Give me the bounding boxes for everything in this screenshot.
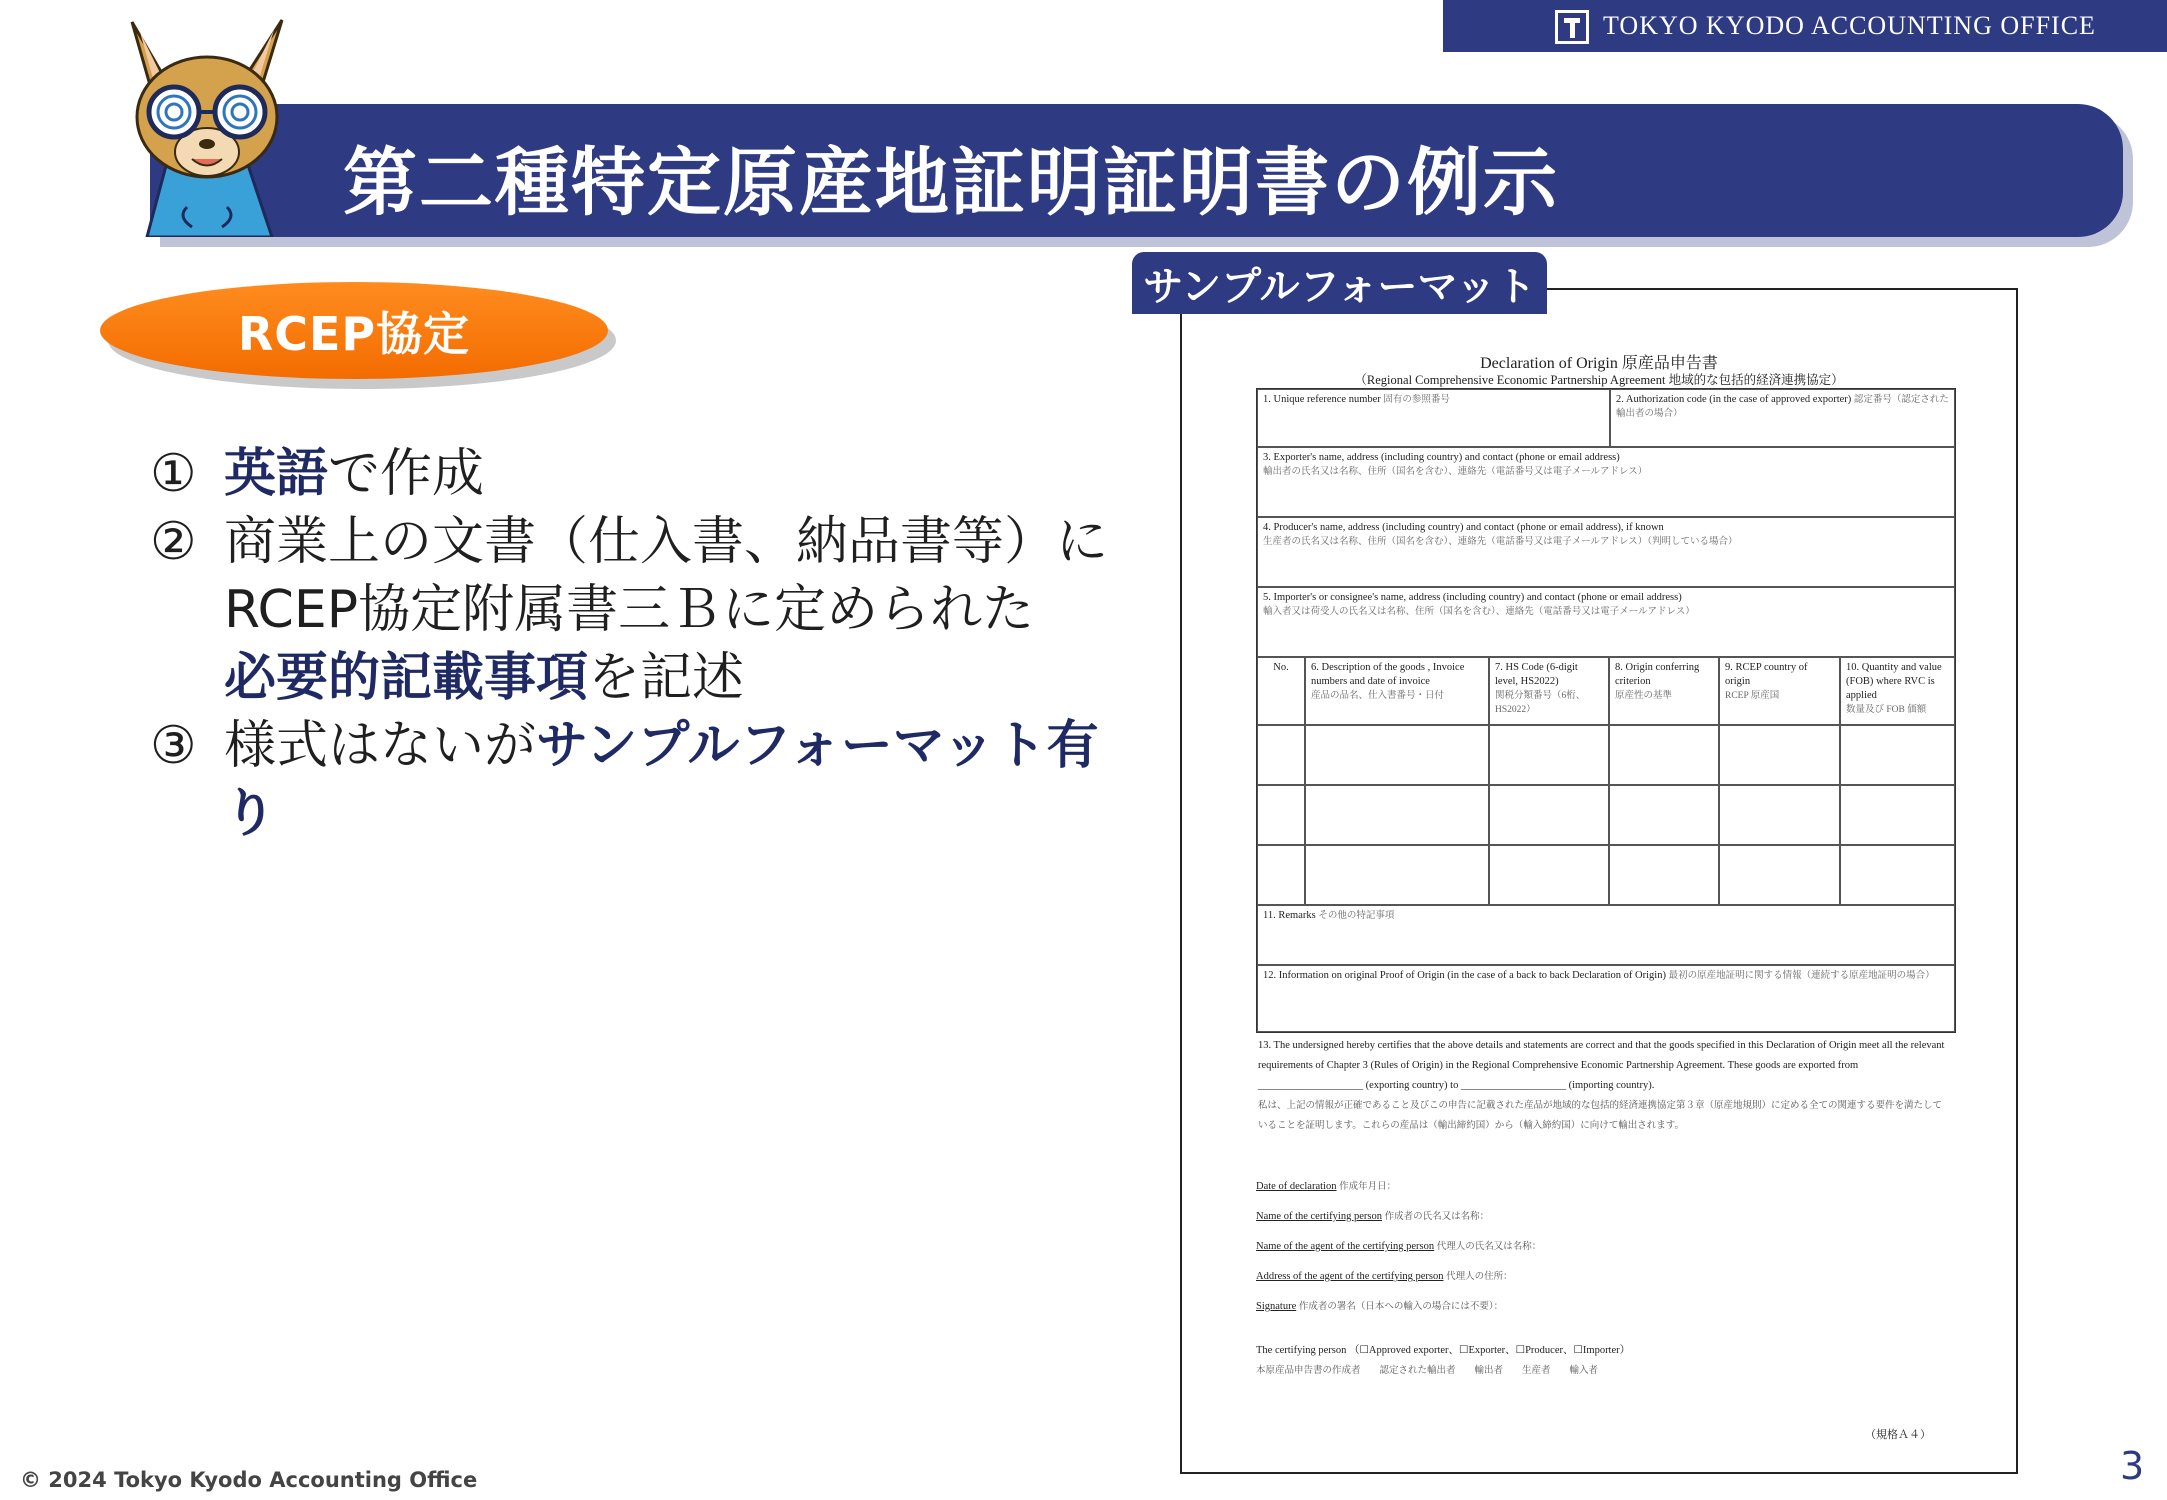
table-cell bbox=[1609, 725, 1719, 785]
column-label: 6. Description of the goods , Invoice numbers and date of invoice bbox=[1311, 662, 1465, 687]
column-no: No. bbox=[1257, 657, 1305, 725]
point-body-suffix: を記述 bbox=[588, 648, 745, 708]
rcep-badge bbox=[100, 282, 608, 379]
table-cell bbox=[1489, 785, 1609, 845]
field-label-jp: 輸入者又は荷受人の氏名又は名称、住所（国名を含む）、連絡先（電話番号又は電子メールアドレス） bbox=[1263, 607, 1695, 617]
doc-title: Declaration of Origin 原産品申告書 bbox=[1480, 355, 1718, 372]
rcep-badge-label: RCEP協定 bbox=[237, 306, 471, 361]
page-title: 第二種特定原産地証明証明書の例示 bbox=[343, 140, 1559, 226]
table-cell bbox=[1840, 785, 1955, 845]
field-label: 1. Unique reference number bbox=[1263, 394, 1381, 405]
column-label: 7. HS Code (6-digit level, HS2022) bbox=[1495, 662, 1578, 687]
signature-field-label-jp: 作成者の署名（日本への輸入の場合には不要）： bbox=[1298, 1302, 1504, 1312]
copyright-notice: © 2024 Tokyo Kyodo Accounting Office bbox=[20, 1468, 478, 1492]
column-quantity-value bbox=[1840, 657, 1955, 725]
point-3 bbox=[150, 712, 1110, 848]
point-body: で作成 bbox=[328, 444, 485, 504]
date-of-declaration bbox=[1256, 1178, 1396, 1192]
agent-address bbox=[1256, 1268, 1513, 1282]
point-text bbox=[224, 440, 1110, 508]
column-label-jp: 原産性の基準 bbox=[1615, 691, 1673, 701]
table-cell bbox=[1305, 725, 1489, 785]
kangaroo-mascot-icon bbox=[92, 12, 322, 237]
signature-field-label-jp: 作成者の氏名又は名称： bbox=[1384, 1212, 1490, 1222]
table-cell bbox=[1609, 785, 1719, 845]
field-label-jp: 輸出者の氏名又は名称、住所（国名を含む）、連絡先（電話番号又は電子メールアドレス） bbox=[1263, 467, 1648, 477]
point-number: ① bbox=[150, 444, 197, 504]
column-origin-criterion bbox=[1609, 657, 1719, 725]
certifying-person-type bbox=[1256, 1342, 1630, 1357]
agent-name bbox=[1256, 1238, 1541, 1252]
point-emphasis: 英語 bbox=[224, 444, 329, 504]
signature-field-label: Signature bbox=[1256, 1301, 1297, 1312]
field-label: 11. Remarks bbox=[1263, 910, 1316, 921]
point-1 bbox=[150, 440, 1110, 508]
column-hs-code bbox=[1489, 657, 1609, 725]
doc-subtitle: （Regional Comprehensive Economic Partnership Agreement 地域的な包括的経済連携協定） bbox=[1354, 373, 1844, 387]
field-label: 2. Authorization code (in the case of approved exporter) bbox=[1616, 394, 1852, 405]
sample-format-label: サンプルフォーマット bbox=[1143, 263, 1536, 310]
field-remarks bbox=[1257, 905, 1955, 965]
company-header-bar bbox=[1443, 0, 2167, 52]
certifying-person-type-jp bbox=[1256, 1362, 1598, 1376]
point-emphasis: 必要的記載事項 bbox=[224, 648, 589, 708]
signature-field-label: Address of the agent of the certifying person bbox=[1256, 1271, 1444, 1282]
table-cell bbox=[1840, 725, 1955, 785]
field-label: 4. Producer's name, address (including country) and contact (phone or email address), if known bbox=[1263, 522, 1664, 533]
column-label-jp: 数量及び FOB 価額 bbox=[1846, 705, 1927, 715]
signature-field-label: Name of the certifying person bbox=[1256, 1211, 1382, 1222]
signature-field-label-jp: 作成年月日： bbox=[1339, 1182, 1397, 1192]
point-2 bbox=[150, 508, 1110, 712]
field-label-jp: その他の特記事項 bbox=[1318, 911, 1395, 921]
certifying-options: （☐Approved exporter、☐Exporter、☐Producer、☐Importer） bbox=[1349, 1345, 1631, 1356]
column-label: 10. Quantity and value (FOB) where RVC is applied bbox=[1846, 662, 1942, 701]
column-label-jp: 産品の品名、仕入書番号・日付 bbox=[1311, 691, 1445, 701]
signature-field-label: Name of the agent of the certifying person bbox=[1256, 1241, 1435, 1252]
field-label: 12. Information on original Proof of Origin (in the case of a back to back Declaration of Origin) bbox=[1263, 970, 1666, 981]
column-label-jp: 関税分類番号（6桁、HS2022） bbox=[1495, 691, 1586, 715]
field-original-proof bbox=[1257, 965, 1955, 1032]
field-label-jp: 認定番号（認定された輸出者の場合） bbox=[1616, 395, 1949, 419]
paper-size-note: （規格Ａ４） bbox=[1865, 1429, 1931, 1441]
field-label-jp: 生産者の氏名又は名称、住所（国名を含む）、連絡先（電話番号又は電子メールアドレス）（判明している場合） bbox=[1263, 537, 1738, 547]
signature-field-label: Date of declaration bbox=[1256, 1181, 1337, 1192]
key-points-list bbox=[150, 440, 1110, 848]
field-label-jp: 最初の原産地証明に関する情報（連続する原産地証明の場合） bbox=[1668, 971, 1935, 981]
point-text bbox=[224, 712, 1110, 848]
table-cell bbox=[1609, 845, 1719, 905]
sample-document bbox=[1180, 288, 2018, 1474]
declaration-text: 13. The undersigned hereby certifies that the above details and statements are correct and that the goods specified in this Declaration of Origin meet all the relevant requirements of Chapter 3 (Rules of Origin) in the Regional Comprehensive Economic Partnership Agreement. These goods are exported from ____________________ (exporting country) to ____________________ (importing country). bbox=[1258, 1040, 1945, 1091]
table-cell bbox=[1719, 725, 1840, 785]
point-number: ③ bbox=[150, 716, 197, 776]
table-cell bbox=[1719, 785, 1840, 845]
point-text bbox=[224, 508, 1110, 712]
table-cell bbox=[1489, 845, 1609, 905]
sample-format-tab bbox=[1132, 252, 1547, 314]
field-exporter bbox=[1257, 447, 1955, 517]
title-banner bbox=[150, 104, 2123, 237]
column-label-jp: RCEP 原産国 bbox=[1725, 691, 1780, 701]
point-body: 商業上の文書（仕入書、納品書等）にRCEP協定附属書三Ｂに定められた bbox=[224, 512, 1109, 640]
table-cell bbox=[1257, 845, 1305, 905]
field-label: 5. Importer's or consignee's name, address (including country) and contact (phone or email address) bbox=[1263, 592, 1682, 603]
doc-form-grid bbox=[1256, 388, 1956, 1033]
table-cell bbox=[1719, 845, 1840, 905]
column-description bbox=[1305, 657, 1489, 725]
point-emphasis: サンプルフォーマット有り bbox=[224, 716, 1099, 844]
point-number: ② bbox=[150, 512, 197, 572]
field-label: 3. Exporter's name, address (including country) and contact (phone or email address) bbox=[1263, 452, 1620, 463]
certifying-options-jp: 本原産品申告書の作成者 認定された輸出者 輸出者 生産者 輸入者 bbox=[1256, 1366, 1599, 1376]
certifying-person-name bbox=[1256, 1208, 1489, 1222]
table-cell bbox=[1305, 785, 1489, 845]
column-label: 8. Origin conferring criterion bbox=[1615, 662, 1700, 687]
company-name: TOKYO KYODO ACCOUNTING OFFICE bbox=[1603, 11, 2096, 40]
signature-field-label-jp: 代理人の氏名又は名称： bbox=[1436, 1242, 1542, 1252]
table-cell bbox=[1840, 845, 1955, 905]
field-label-jp: 固有の参照番号 bbox=[1383, 395, 1450, 405]
field-producer bbox=[1257, 517, 1955, 587]
field-authorization-code bbox=[1610, 389, 1955, 447]
table-cell bbox=[1257, 725, 1305, 785]
field-reference-number bbox=[1257, 389, 1610, 447]
point-body: 様式はないが bbox=[224, 716, 537, 776]
page-number: 3 bbox=[2120, 1444, 2145, 1488]
column-label: 9. RCEP country of origin bbox=[1725, 662, 1808, 687]
table-cell bbox=[1489, 725, 1609, 785]
table-cell bbox=[1305, 845, 1489, 905]
field-importer bbox=[1257, 587, 1955, 657]
table-cell bbox=[1257, 785, 1305, 845]
declaration-statement bbox=[1258, 1036, 1948, 1136]
signature-field-label: The certifying person bbox=[1256, 1345, 1347, 1356]
signature-field-label-jp: 代理人の住所： bbox=[1446, 1272, 1513, 1282]
column-country-of-origin bbox=[1719, 657, 1840, 725]
declaration-text-jp: 私は、上記の情報が正確であること及びこの申告に記載された産品が地域的な包括的経済連携協定第３章（原産地規則）に定める全ての関連する要件を満たしていることを証明します。これらの産品は（輸出締約国）から（輸入締約国）に向けて輸出されます。 bbox=[1258, 1101, 1943, 1131]
company-logo-icon bbox=[1555, 10, 1589, 44]
signature bbox=[1256, 1298, 1503, 1312]
